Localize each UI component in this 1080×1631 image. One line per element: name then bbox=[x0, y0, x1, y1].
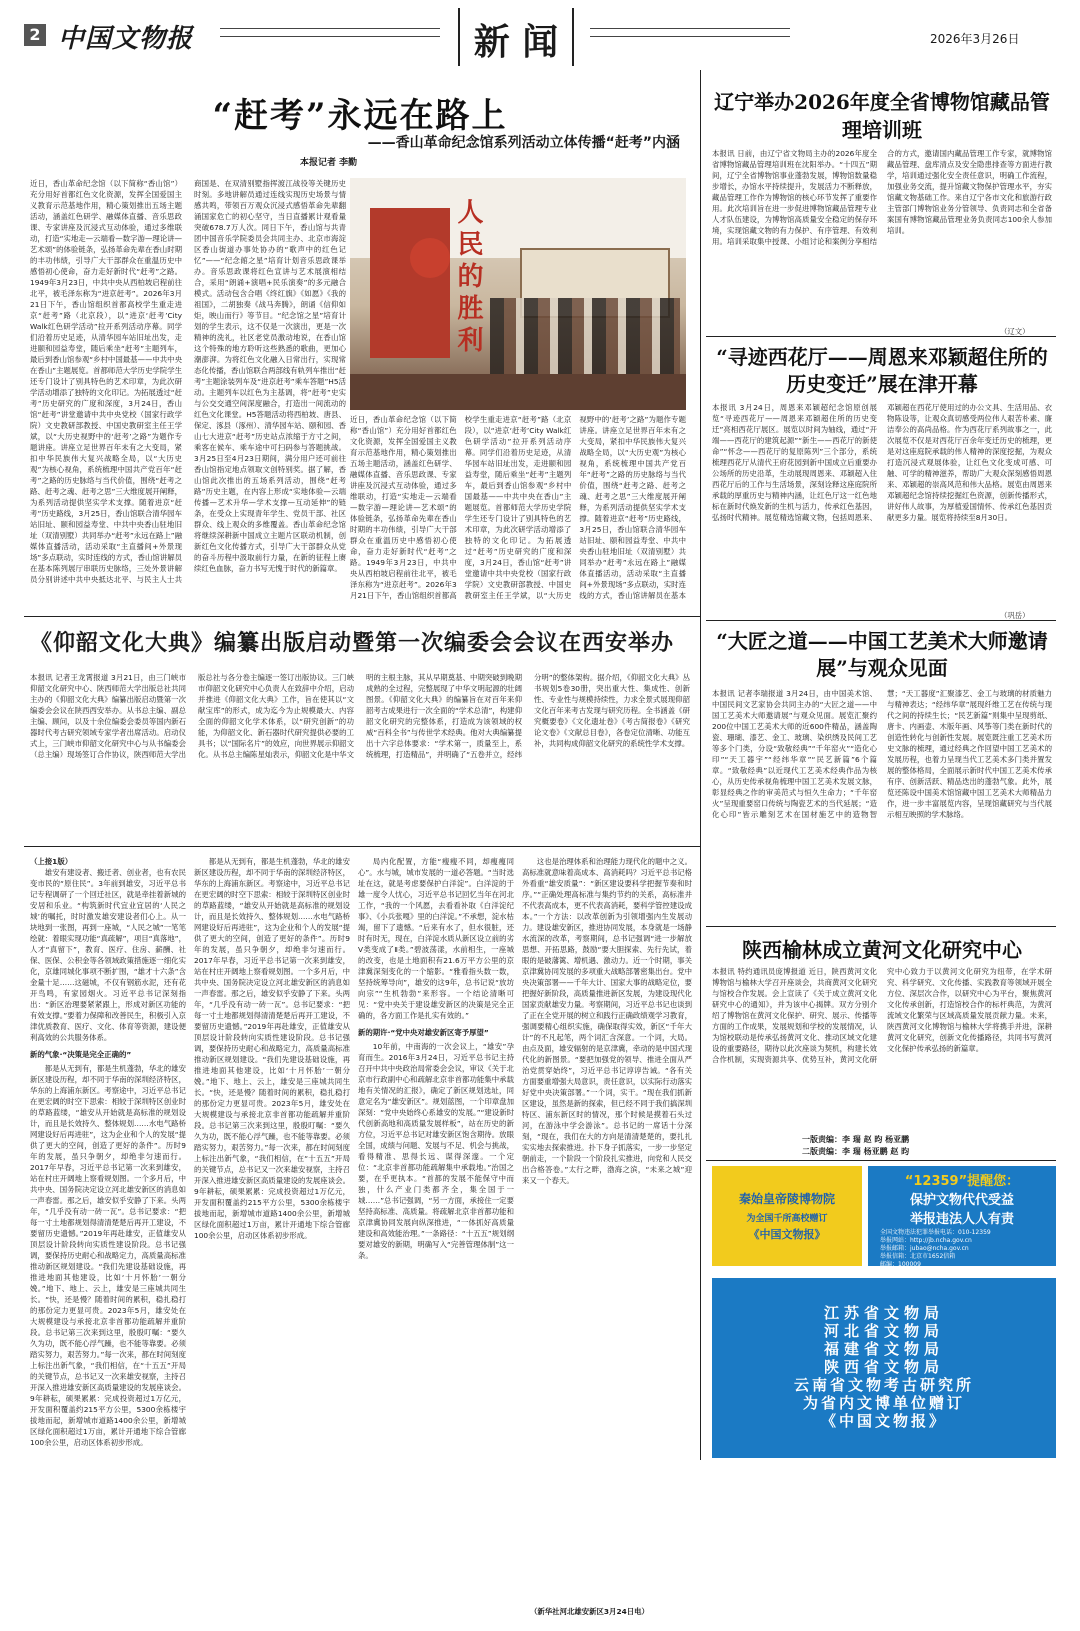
masthead-rule-2 bbox=[220, 36, 440, 37]
ad-bureau-3: 福建省文物局 bbox=[823, 1340, 944, 1358]
masthead: 中国文物报 bbox=[58, 24, 194, 54]
continued-col-2 bbox=[194, 856, 350, 1620]
ad-bureau-6: 为省内文博单位赠订 bbox=[802, 1394, 965, 1412]
rule-4 bbox=[24, 846, 700, 847]
rule-5 bbox=[706, 926, 1056, 927]
yulin-body: 本报讯 特约通讯员庞博报道 近日，陕西黄河文化博物馆与榆林大学召开座谈会，共商黄河文化研究与馆校合作发展。会上宣读了《关于成立黄河文化研究中心的通知》，并为该中心揭牌。双方分别介绍了博物馆在黄河文化保护、研究、展示、传播等方面的工作成果，发展规划和学校的发展情况，认为馆校联动是传承弘扬黄河文化、推动区域文化建设的重要路径，期待以此次座谈为契机，构建长效合作机制，实现资源共享、优势互补，黄河文化研究中心致力于以黄河文化研究为纽带，在学术研究、科学研究、文化传播、实践教育等领域开展全方位、深层次合作，以研究中心为平台，聚焦黄河文化传承创新，打造馆校合作的标杆典范，为黄河流域文化繁荣与区域高质量发展贡献力量。未来，陕西黄河文化博物馆与榆林大学将携手并进，深耕黄河文化研究，创新文化传播路径，共同书写黄河文化保护传承弘扬的新篇章。 bbox=[712, 967, 1052, 1064]
ad-mausoleum bbox=[712, 1166, 862, 1266]
liaoning-source: （辽文） bbox=[1000, 327, 1030, 336]
issue-date: 2026年3月26日 bbox=[930, 32, 1020, 46]
ad-hotline-title: “12359”提醒您： bbox=[904, 1174, 1020, 1189]
continued-body-4: 10年前，中南海的一次会议上，“雄安”孕育而生。2016年3月24日，习近平总书记主持召开中共中央政治局常委会会议，审议《关于北京市行政副中心和疏解北京非首都功能集中承载地有关情况的汇报》，确定了新区规划选址，同意定名为“雄安新区”。规划蓝图，一个印章盘加深刻：“党中央始终心系雄安的发展。”“建设新时代创新高地和高质量发展样板”，站在历史的新方位，习近平总书记对雄安新区饱含期待。放眼全国，成绩与问题、发展与不足、机会与挑战，看得精准、思得长远、谋得深邃。一个定位：“北京非首都功能疏解集中承载地。”治国之要，在乎更执本。“首都的发展不能保守中而独，什么产业门类都齐全，集全国于一城……”总书记强调，“另一方面，承接住一定要坚持高标准、高质量。将疏解北京非首都功能和京津冀协同发展向纵深推进，“一体抓好高质量建设和高效能治理。”一条路径：“十五五”规划纲要对雄安的新期，明确写入“完善管理体制”这一条。 bbox=[358, 1042, 514, 1260]
yangshao-body: 本报讯 记者王龙霄报道 3月21日，由三门峡市仰韶文化研究中心、陕西师范大学出版总社共同主办的《仰韶文化大典》编纂出版启动暨第一次编委会会议在陕西西安举办。从书总主编、副总主编、顾问，以及十余位编委会委员等国内新石器时代考古研究领域专家学者出席活动。启动仪式上，三门峡市仰韶文化研究中心与从书编委会（总主编）现场签订合作协议，陕西师范大学出版总社与各分卷主编逐一签订出版协议。三门峡市仰韶文化研究中心负责人在致辞中介绍，启动并推进《仰韶文化大典》工作，旨在使其以“文献宝库”的形式，成为迄今为止规模最大、内容全面的仰韶文化学术体系，以“研究创新”的功能，为仰韶文化、新石器时代研究提供必要的工具书；以“国际名片”的效应，向世界展示仰韶文化。从书总主编陈星灿表示，仰韶文化是中华文明的主根主脉，其从早期奠基、中期突破到晚期成熟的全过程，完整展现了中华文明起源的壮阔图景。《仰韶文化大典》的编纂旨在对百年来仰韶考古成果进行一次全面的“学术总清”，构建仰韶文化研究的完整体系，打造成为该领域的权威“百科全书”与传世学术经典。他对大典编纂提出十六字总体要求：“学术第一，质量至上，系统梳理，打造精品”，并明确了“五卷并立，经纬分明”的整体架构。据介绍，《仰韶文化大典》丛书规划5卷30册，突出重大性、集成性、创新性、专业性与规模持续性，力求全景式展现仰韶文化百年来考古发现与研究历程。全书涵盖《研究概要卷》《文化遗址卷》《考古简报卷》《研究论文卷》《文献总目卷》，各卷定位清晰、功能互补，共同构成仰韶文化研究的系统性学术支撑。 bbox=[30, 673, 690, 759]
lead-body-top: 近日，香山革命纪念馆（以下简称“香山馆”）充分用好首都红色文化资源，发挥全国爱国主义教育示范基地作用，精心策划推出五场主题活动，涵盖红色研学、融媒体直播、音乐思政课、专家讲座及沉浸式互动体验，通过多维联动，打造“实地走—云端看—数字游—理论讲—艺术颂”的体验链条，弘扬革命先辈在香山时期的丰功伟绩，引导广大干部群众在重温历史中感悟初心使命，奋力走好新时代“赶考”之路。1949年3月23日，中共中央从西柏坡启程前往北平，被毛泽东称为“进京赶考”。2026年3月21日下午，香山馆组织首都高校学生重走进京“赶考”路（北京段），以“进京‘赶考’City Walk红色研学活动”拉开系列活动序幕。同学们沿着历史足迹，从清华园车站旧址出发，走进颐和园益寿堂，随后乘坐“赶考”主题列车，最后到香山馆参观“乡村中国最基——中共中央在香山”主题展览。首都师范大学历史学院学生还专门设计了别具特色的艺术印章，为此次研学活动增添了独特的文化印记。为拓展透过“赶考”历史研究的广度和深度，3月24日，香山馆“赶考”讲堂邀请中共中央党校（国家行政学院）文史教研部教授、中国史教研室主任王学斌，以“大历史视野中的‘赶考’之路”为题作专题讲座。讲座立足世界百年未有之大变局，紧扣中华民族伟大复兴战略全局，以“大历史观”为核心视角，系统梳理中国共产党百年“赶考”之路的历史脉络与当代价值，围绕“赶考之路、赶考之魂、赶考之思”三大维度展开阐释，为系列活动提供坚实学术支撑。随着进京“赶考”历史路线，3月25日，香山馆联合清华园车站旧址、颐和园益寿堂、中共中央香山驻地旧址（双清别墅）共同举办“赶考”永远在路上”融媒体直播活动，活动采取“主直播间+外景现场”多点联动，实时连线的方式，香山馆讲解员在基本陈列展厅串联历史脉络，三处外景讲解员分别讲述中共中央抵达北平、与民主人士共商国是、在双清别墅指挥渡江战役等关键历史时刻。多地讲解员通过连线实现历史场景与情感共鸣，带领百万观众沉浸式感悟革命先辈翻涌国家危亡的初心坚守，当日直播累计观看量突破678.7万人次。同日下午，香山馆与共青团中国音乐学院委员会共同主办、北京市海淀区香山街道办事处协办的“歌声中的红色记忆”——“纪念館之星”培育计划音乐思政课举办。音乐思政课将红色宣讲与艺术展演相结合，采用“朗诵+演唱+民乐演奏”的多元融合模式。活动包含合唱《终红旗》《如愿》《我的祖国》，二胡独奏《战马奔腾》，朗诵《信仰如炬，映山而行》等节目。“纪念馆之星”培育计划的学生表示，这不仅是一次演出，更是一次精神的洗礼，社区老党员激动地说，在香山馆这个特殊的地方聆听这些熟悉的歌曲，更加心潮澎湃。为将红色文化融入日常出行，实现常态化传播，香山馆联合两部线有轨列车推出“赶考”主题涂装列车及“进京赶考”乘车答题”H5活动。主题列车以红色为主基调，将“赶考”史实与公交交通空间深度融合，打造出一间流动的红色文化课堂。H5答题活动将西柏坡、唐县、保定、涿县（涿州）、清华园车站、颐和园、香山七大进京“赶考”历史站点浓缩于方寸之间，乘客在候车、乘车途中可扫码参与答题挑战。3月25日至4月23日期间，满分用户还可前往香山馆指定地点领取文创特别奖。据了解，香山馆此次推出的五场系列活动，围绕“赶考路”历史主题，在内容上形成“实地体验—云端传播—艺术升华—学术支撑—互动延伸”的链条，在受众上实现青年学生、党员干部、社区群众、线上观众的多维覆盖。香山革命纪念馆将继续深耕新中国成立主题片区联动机制，创新红色文化传播方式，引导广大干部群众从党的奋斗历程中汲取前行力量，在新的征程上赓续红色血脉，奋力书写无愧于时代的新篇章。 bbox=[30, 179, 346, 584]
ad-bureau-7: 《中国文物报》 bbox=[820, 1412, 947, 1430]
tianjin-source: （巩岳） bbox=[1000, 611, 1030, 620]
page-number: 2 bbox=[24, 24, 46, 46]
rule-2 bbox=[24, 616, 700, 617]
ad-bureau-1: 江苏省文物局 bbox=[823, 1304, 944, 1322]
photo-wall-text: 人民的胜利 bbox=[453, 198, 483, 358]
photo-red-panel bbox=[370, 208, 450, 358]
continued-col-4 bbox=[522, 856, 692, 1604]
editors-2: 二版责编：李 瑞 杨亚鹏 赵 昀 bbox=[802, 1147, 910, 1156]
liaoning-body: 本报讯 日前，由辽宁省文物局主办的2026年度全省博物馆藏品管理培训班在沈阳举办。“十四五”期间，辽宁全省博物馆事业蓬勃发展，博物馆数量稳步增长，办馆水平持续提升，发展活力不断释放，藏品管理工作作为博物馆的核心环节发挥了重要作用。此次培训旨在进一步促进博物馆藏品管理专业人才队伍建设，为博物馆高质量安全稳定的保存环境，实现馆藏文物的有力保护、有序管理、有效利用。培训采取集中授课、小组讨论和案例分享相结合的方式，邀请国内藏品管理工作专家，就博物馆藏品管理、盘库清点及安全隐患排查等方面进行教学，培训通过强化安全责任意识，明确工作流程，加强业务交流，提升馆藏文物保护管理水平，夯实馆藏文物基础工作。来自辽宁各市文化和旅游行政主管部门博物馆业务分管领导、负责同志和全省备案国有博物馆藏品管理业务负责同志100余人参加培训。 bbox=[712, 149, 1052, 246]
header bbox=[0, 0, 1080, 70]
continued-subhead-2: 新的期许·“党中央对雄安新区寄予厚望” bbox=[358, 1028, 489, 1037]
yulin-title: 陕西榆林成立黄河文化研究中心 bbox=[742, 938, 1022, 962]
yangshao-title: 《仰韶文化大典》编纂出版启动暨第一次编委会会议在西安举办 bbox=[30, 630, 675, 656]
ad-bureau-4: 陕西省文物局 bbox=[823, 1358, 944, 1376]
divider-right-column bbox=[700, 70, 701, 1460]
lead-body-bottom: 近日，香山革命纪念馆（以下简称“香山馆”）充分用好首都红色文化资源，发挥全国爱国主义教育示范基地作用，精心策划推出五场主题活动，涵盖红色研学、融媒体直播、音乐思政课、专家讲座及沉浸式互动体验，通过多维联动，打造“实地走—云端看—数字游—理论讲—艺术颂”的体验链条，弘扬革命先辈在香山时期的丰功伟绩，引导广大干部群众在重温历史中感悟初心使命，奋力走好新时代“赶考”之路。1949年3月23日，中共中央从西柏坡启程前往北平，被毛泽东称为“进京赶考”。2026年3月21日下午，香山馆组织首都高校学生重走进京“赶考”路（北京段），以“进京‘赶考’City Walk红色研学活动”拉开系列活动序幕。同学们沿着历史足迹，从清华园车站旧址出发，走进颐和园益寿堂，随后乘坐“赶考”主题列车，最后到香山馆参观“乡村中国最基——中共中央在香山”主题展览。首都师范大学历史学院学生还专门设计了别具特色的艺术印章，为此次研学活动增添了独特的文化印记。为拓展透过“赶考”历史研究的广度和深度，3月24日，香山馆“赶考”讲堂邀请中共中央党校（国家行政学院）文史教研部教授、中国史教研室主任王学斌，以“大历史视野中的‘赶考’之路”为题作专题讲座。讲座立足世界百年未有之大变局，紧扣中华民族伟大复兴战略全局，以“大历史观”为核心视角，系统梳理中国共产党百年“赶考”之路的历史脉络与当代价值，围绕“赶考之路、赶考之魂、赶考之思”三大维度展开阐释，为系列活动提供坚实学术支撑。随着进京“赶考”历史路线，3月25日，香山馆联合清华园车站旧址、颐和园益寿堂、中共中央香山驻地旧址（双清别墅）共同举办“赶考”永远在路上”融媒体直播活动，活动采取“主直播间+外景现场”多点联动，实时连线的方式，香山馆讲解员在基本 bbox=[350, 415, 686, 600]
continued-col-1 bbox=[30, 856, 186, 1620]
masthead-rule bbox=[220, 28, 440, 29]
ad-mausoleum-line3: 《中国文物报》 bbox=[748, 1228, 826, 1241]
continued-body-3: 局内化配置，方能“瘦瘦不同，却瘦瘦同心”。水与城，城市发展的一道必答题。“当时选址在这，就是考虑要保护白洋淀”。白洋淀的于雄一度令人忧心，习近平总书记回忆当年在河北工作，“我的一个风愿，去看看补取《白洋淀纪事》、《小兵张嘎》里的白洋淀。”不承想，淀水枯竭，留下了遗憾。“后来有水了，但水很脏，还时有时无，现在，白洋淀水质从新区设立前的劣V类变成了Ⅱ类。”碧波荡漾，水前相生，一座城的改变，也是土地面积有21.6万平方公里的京津冀深刻变化的一个缩影。“雅看指头数一数，坚持统筹导向”，雄安的这9年，总书记说“放坊向宗”“生机勃勃”来形容。一个结论清晰可见：“党中央关于建设雄安新区的决策是完全正确的，各方面工作是扎实有效的。” bbox=[358, 857, 514, 1020]
continued-body-1: 雄安有建设者、搬迁者、创业者，也有农民变市民的“原住民”。3年前到雄安，习近平总书记专程调研了一个回迁社区，就是牵挂着新城的安居和乐业。“构筑新时代宜业宜居的‘人民之城’的嘱托，时时激发雄安建设者们心上。从一块地到一张图，再到一座城，“人民之城”一笔笔绘就：着眼实现功能“真疏解”，项目“真落地”，人才“真留下”，教育、医疗、住房、薪酬、社保、医保、公积金等各领域政策措施逐一细化实化，京雄同城化事项不断扩围，“雄才十六条”含金量十足……这磁城，不仅有钢筋水泥，还有花开鸟鸣，有家园烟火。习近平总书记深刻指出：“新区治理要紧紧跟上，形成对新区功能的有效支撑。”要着力保障和改善民生，积极引入京津优质教育、医疗、文化、体育等资源，建设便利高效的公共服务体系。 bbox=[30, 868, 186, 1042]
craft-body: 本报讯 记者李瑞报道 3月24日，由中国美术馆、中国民间文艺家协会共同主办的“大匠之道——中国工艺美术大师邀请展”与观众见面。展览汇聚约200位中国工艺美术大师的近600件精品，涵盖陶瓷、珊瑚、漆艺、金工、玻璃、染织绣及民间工艺等多个门类，分设“致敬经典”“千年窑火”“造化心印”“天工器宇”“经纬华章”“民艺新篇”6个篇章。“致敬经典”以近现代工艺美术经典作品为核心，从历史传承视角梳理中国工艺美术发展文脉，彰显经典之作的审美范式与恒久生命力；“千年窑火”呈现重要窑口传统与陶瓷艺术的当代延展；“造化心印”皆示雕刻艺术在国材施艺中的造物智慧；“天工器度”汇聚漆艺、金工与玻璃的材质魅力与精神表达；“经纬华章”展现纤维工艺在传统与现代之间的持续生长；“民艺新篇”则集中呈现剪纸、唐卡、内画壶、木版年画、风筝等门类在新时代的创造性转化与创新性发展。展览既注重工艺美术历史文脉的梳理，通过经典之作回望中国工艺美术的发展历程，也着力呈现当代工艺美术多门类并置发展的整体格局，全面展示新时代中国工艺美术传承有序、创新活跃、精品迭出的蓬勃气象。此外，展览还陈设中国美术馆馆藏中国工艺美术大师精品力作，进一步丰富展览内容，呈现馆藏研究与当代展示相互映照的学术脉络。 bbox=[712, 689, 1052, 819]
rule-3 bbox=[706, 620, 1056, 621]
tianjin-title: “寻迹西花厅——周恩来邓颖超住所的历史变迁”展在津开幕 bbox=[716, 345, 1048, 396]
masthead-rule-4 bbox=[590, 36, 790, 37]
tianjin-body: 本报讯 3月24日，周恩来邓颖超纪念馆原创展览“寻迹西花厅——周恩来邓颖超住所的历史变迁”亮相西花厅展区。展览以时间为轴线，通过“开端——西花厅的建筑起源”“新生——西花厅的新使命”“怀念——西花厅的复原陈列”三个部分，系统梳理西花厅从清代王府花园到新中国成立后重要办公场所的历史沿革，生动展现周恩来、邓颖超入住西花厅后的工作与生活场景，深刻诠释这座庭院所承载的厚重历史与精神内涵，让红色厅这一红色地标在新时代焕发新的生机与活力，传承红色基因，弘扬时代精神。展览精选馆藏文物，包括周恩来、邓颖超在西花厅使用过的办公文具、生活用品、衣物陈设等，让观众真切感受两位伟人艰苦朴素、廉洁奉公的高尚品格。作为西花厅系列故事之一，此次展览不仅是对西花厅百余年变迁历史的梳理，更是对这座庭院承载的伟人精神的深度挖掘，为观众打造沉浸式观展体验，让红色文化变成可感、可触、可学的精神滋养，帮助广大观众深刻感悟周恩来、邓颖超的崇高风范和伟大品格。展览由周恩来邓颖超纪念馆持续挖掘红色资源，创新传播形式，讲好伟人故事，为厚植爱国情怀、传承红色基因贡献更多力量。展览将持续至8月30日。 bbox=[712, 403, 1052, 522]
ad-hotline-detail-1: 全国文物违法犯罪举报电话：010-12359 bbox=[880, 1229, 991, 1236]
lead-subtitle: ——香山革命纪念馆系列活动立体传播“赶考”内涵 bbox=[367, 135, 680, 151]
lead-title: “赶考”永远在路上 bbox=[212, 96, 508, 136]
editors-1: 一版责编：李 瑞 赵 昀 杨亚鹏 bbox=[802, 1135, 910, 1144]
ad-hotline-line2: 举报违法人人有责 bbox=[909, 1212, 1014, 1227]
section-title: 新 闻 bbox=[473, 21, 559, 63]
photo-red-lantern bbox=[410, 238, 450, 278]
masthead-rule-3 bbox=[590, 28, 790, 29]
continued-tag: （上接1版） bbox=[30, 857, 73, 866]
ad-hotline-detail-3: 举报邮箱：jubao@ncha.gov.cn bbox=[880, 1245, 969, 1252]
continued-source: （新华社河北雄安新区3月24日电） bbox=[530, 1607, 649, 1616]
ad-hotline-detail-5: 邮编：100009 bbox=[880, 1261, 921, 1268]
rule-1 bbox=[706, 336, 1056, 337]
continued-body-2: 都是从无到有，都是生机蓬勃，华北的雄安新区建设历程，却不同于华南的深圳经济特区，华东的上海浦东新区。考察途中，习近平总书记在更宏阔的时空下思索：相较于深圳特区创业时的草路蓝缕，“雄安从开始就是高标准的规划设计，而且是长效持久、整体规划……水电气路桥网建设好后再进驻”，这为企业和个人的发展“提供了更大的空间，创造了更好的条件”。历时9年的发展，虽只争朝夕，却绝非匀速而行。2017年早春，习近平总书记第一次来到雄安，站在村庄开阔地上察看规划图。一个多月后，中共中央、国务院决定设立河北雄安新区的消息如一声春雷。那之后，雄安似乎安静了下来。头两年，“几乎没有动一砖一瓦”。总书记要求：“把每一寸土地都规划得清清楚楚后再开工建设，不要留历史遗憾。”2019年再赴雄安，正值雄安从顶层设计阶段转向实质性建设阶段。总书记强调，要保持历史耐心和战略定力，高质量高标准推动新区规划建设。“我们先建设基础设施，再推进地面其他建设，比如‘十月怀胎’一朝分娩。”地下、地上、云上，雄安是三座城共同生长。“快，还是慢？随着时间的累积，稳扎稳打的那份定力更显可贵。2023年5月，雄安处在大规模建设与承接北京非首都功能疏解并重阶段。总书记第三次来到这里，殷殷叮嘱：“要久久为功，既不能心浮气躁，也不能等靠要。必须踏实努力，艰苦努力。”每一次来，都在时间刻度上标注出新气象，“我们相信，在“十五五”开局的关键节点，总书记又一次来雄安视察，主持召开深入推进雄安新区高质量建设的发展座谈会。9年耕耘，硕果累累：完成投资超过1万亿元，开发面积覆盖约215平方公里，5300余栋楼宇拔地而起，新增城市道路1400余公里，新增城区绿化面积超过1万亩，累计开通地下综合管廊100余公里，启动区体系初步形成。 bbox=[30, 1064, 186, 1447]
lead-photo bbox=[350, 178, 686, 410]
ad-hotline-detail-2: 举报网站：http://jb.ncha.gov.cn bbox=[880, 1237, 972, 1244]
ad-bureaus bbox=[712, 1278, 1056, 1458]
continued-body-2b: 都是从无到有，都是生机蓬勃，华北的雄安新区建设历程，却不同于华南的深圳经济特区，华东的上海浦东新区。考察途中，习近平总书记在更宏阔的时空下思索：相较于深圳特区创业时的草路蓝缕，“雄安从开始就是高标准的规划设计，而且是长效持久、整体规划……水电气路桥网建设好后再进驻”，这为企业和个人的发展“提供了更大的空间，创造了更好的条件”。历时9年的发展，虽只争朝夕，却绝非匀速而行。2017年早春，习近平总书记第一次来到雄安，站在村庄开阔地上察看规划图。一个多月后，中共中央、国务院决定设立河北雄安新区的消息如一声春雷。那之后，雄安似乎安静了下来。头两年，“几乎没有动一砖一瓦”。总书记要求：“把每一寸土地都规划得清清楚楚后再开工建设，不要留历史遗憾。”2019年再赴雄安，正值雄安从顶层设计阶段转向实质性建设阶段。总书记强调，要保持历史耐心和战略定力，高质量高标准推动新区规划建设。“我们先建设基础设施，再推进地面其他建设，比如‘十月怀胎’一朝分娩。”地下、地上、云上，雄安是三座城共同生长。“快，还是慢？随着时间的累积，稳扎稳打的那份定力更显可贵。2023年5月，雄安处在大规模建设与承接北京非首都功能疏解并重阶段。总书记第三次来到这里，殷殷叮嘱：“要久久为功，既不能心浮气躁，也不能等靠要。必须踏实努力，艰苦努力。”每一次来，都在时间刻度上标注出新气象，“我们相信，在“十五五”开局的关键节点，总书记又一次来雄安视察，主持召开深入推进雄安新区高质量建设的发展座谈会。9年耕耘，硕果累累：完成投资超过1万亿元，开发面积覆盖约215平方公里，5300余栋楼宇拔地而起，新增城市道路1400余公里，新增城区绿化面积超过1万亩，累计开通地下综合管廊100余公里，启动区体系初步形成。 bbox=[194, 857, 350, 1240]
ad-mausoleum-line1: 秦始皇帝陵博物院 bbox=[738, 1192, 835, 1206]
continued-col-3 bbox=[358, 856, 514, 1620]
craft-title: “大匠之道——中国工艺美术大师邀请展”与观众见面 bbox=[716, 629, 1048, 680]
ad-bureau-2: 河北省文物局 bbox=[823, 1322, 944, 1340]
ad-hotline bbox=[868, 1166, 1056, 1266]
ad-hotline-line1: 保护文物代代受益 bbox=[909, 1193, 1014, 1208]
ad-hotline-detail-4: 举报信箱：北京市1652信箱 bbox=[880, 1253, 956, 1260]
lead-byline: 本报记者 李勤 bbox=[300, 158, 358, 168]
photo-floor bbox=[350, 374, 686, 410]
liaoning-title: 辽宁举办2026年度全省博物馆藏品管理培训班 bbox=[714, 90, 1050, 142]
continued-subhead-1: 新的气象·“决策是完全正确的” bbox=[30, 1050, 132, 1059]
continued-body-5: 这也是治理体系和治理能力现代化的题中之义。高标准就意味着高成本、高消耗吗？习近平总书记格外看重“雄安质量”：“新区建设要科学把握节奏和时序。”“正确处理高标准与集约节约的关系，高标准并不代表高成本，更不代表高消耗，要科学管控建设成本。”一个方法：以改革创新为引领增强内生发展动力。建设雄安新区，推进协同发展，本身就是一场静水流深的改革，考察期间，总书记强调“进一步解放思想、开拓思路，鼓励“要大胆探索、先行先试，着眼的是破藩篱、增机遇、激动力。近一个时期，事关京津冀协同发展的多项重大战略部署密集出台。党中央决策部署——千年大计、国家大事的战略定位，要把握好新阶段，高质量推进新区发展，为建设现代化国家贡献雄安力量。考察期间，习近平总书记也谈到了正在全党开展的树立和践行正确政绩观学习教育，强调要精心组织实施，确保取得实效，新区“千年大计”的不凡起笔，两个词汇含深意。一个词，大局。由点及面，雄安辐射的是京津冀，牵动的是中国式现代化的新图景。“要把加强党的领导、推进全面从严治党贯穿始终”，习近平总书记谆谆告诫。“各有关方面要重增强大局意识，责任意识，以实际行动落实好党中央决策部署。”一个词，实干。“现在我们抓新区建设，虽然是新的探索，但已经不同于我们搞深圳特区、浦东新区时的情况，那个时候是摸着石头过河，在游泳中学会游泳”。总书记的一席话十分深刻，“现在，我们在大的方向是清清楚楚的，要扎扎实实地去探索推进。扑下身子抓落实，一步一步坚定朝前走，一个阶段一个阶段扎实推进，向党和人民交出合格答卷。”太行之畔，渤海之滨，“未来之城”迎来又一个春天。 bbox=[522, 857, 692, 1185]
ad-bureau-5: 云南省文物考古研究所 bbox=[793, 1376, 974, 1394]
rule-6 bbox=[706, 1160, 1056, 1161]
ad-mausoleum-line2: 为全国千所高校赠订 bbox=[746, 1214, 828, 1224]
